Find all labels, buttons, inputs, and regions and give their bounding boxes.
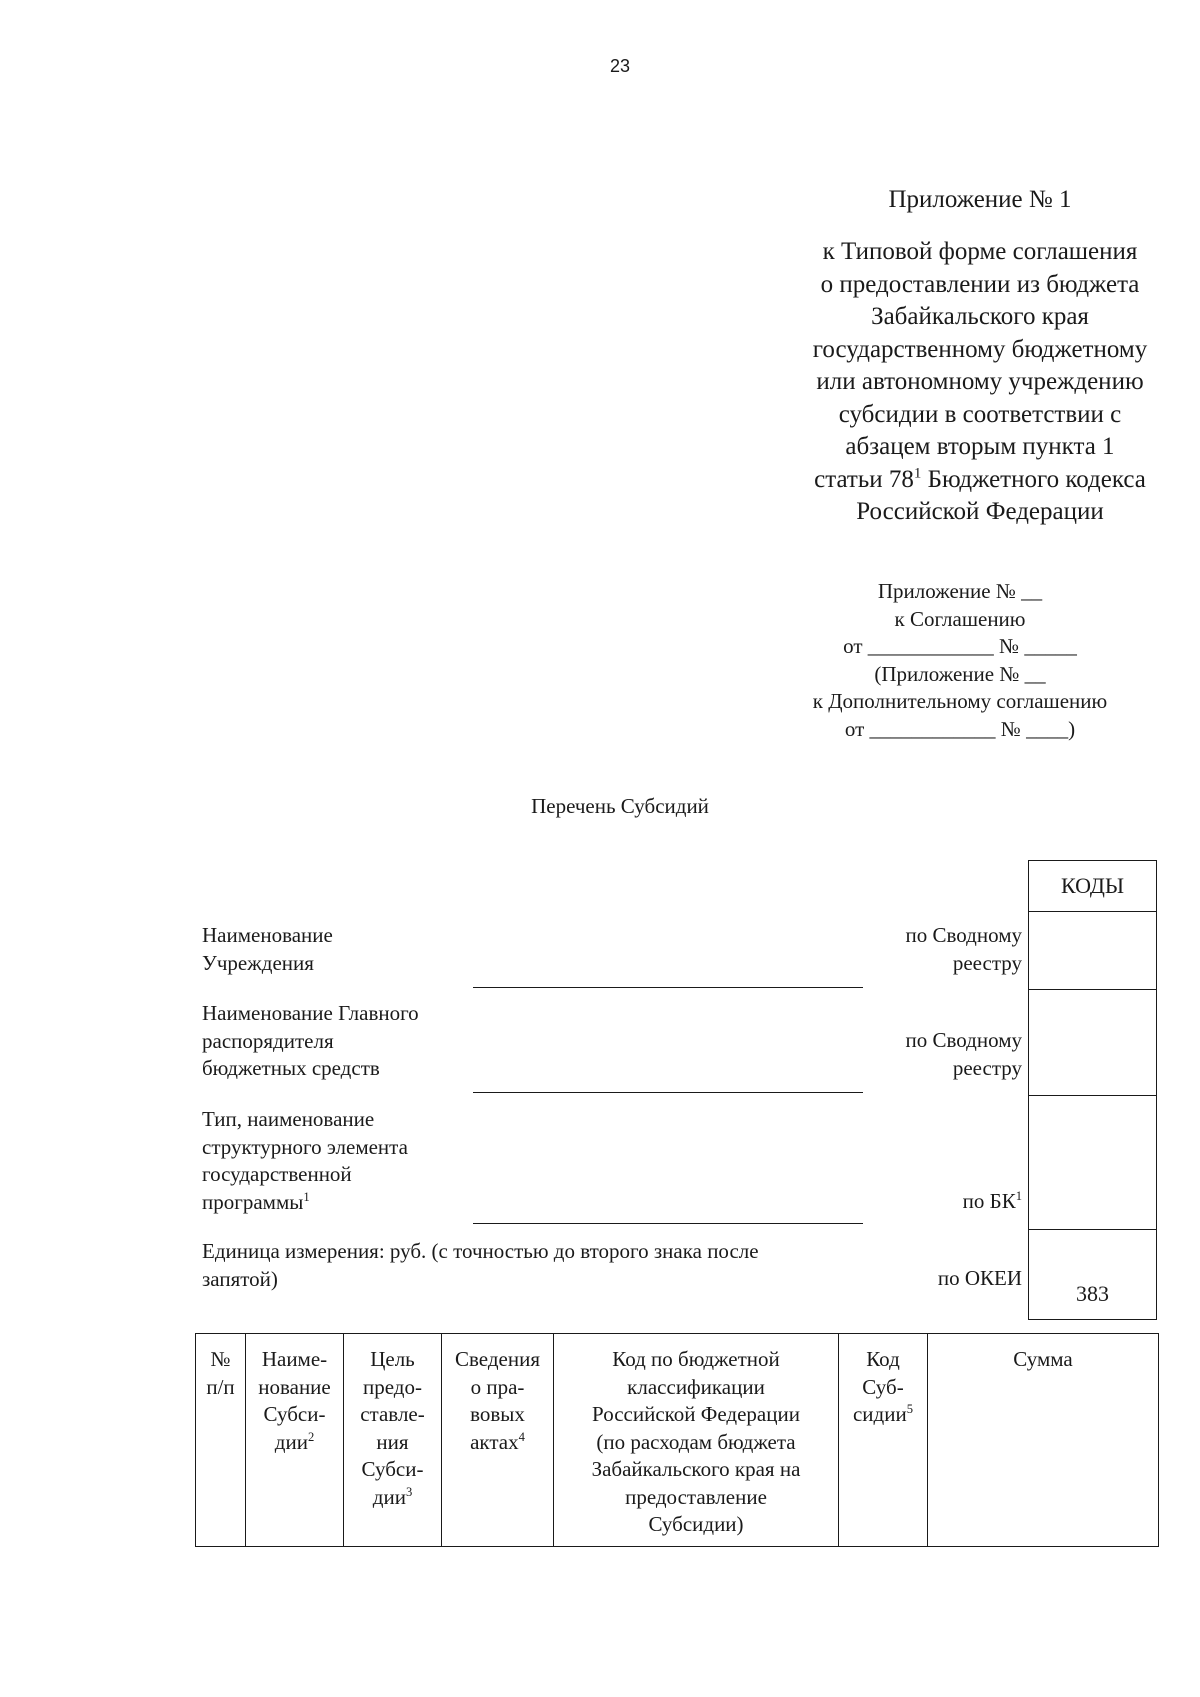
column-header-line xyxy=(344,1401,441,1429)
column-header-line xyxy=(554,1511,838,1539)
column-header-line xyxy=(344,1346,441,1374)
register2-label-line: реестру xyxy=(952,1055,1022,1080)
institution-code-cell[interactable] xyxy=(1029,912,1157,990)
codes-table xyxy=(1028,860,1157,1320)
column-header-text: предо- xyxy=(363,1374,422,1399)
column-header-text: ния xyxy=(376,1429,409,1454)
column-footnote-mark: 3 xyxy=(405,1484,413,1499)
article-superscript: 1 xyxy=(913,465,922,482)
column-header-text: № xyxy=(210,1347,231,1371)
appendix-article-line xyxy=(700,464,1200,497)
agreement-line: (Приложение № __ xyxy=(874,661,1046,686)
agreement-line: Приложение № __ xyxy=(877,579,1043,603)
agreement-reference xyxy=(760,578,1160,743)
institution-label-line: Учреждения xyxy=(202,950,314,975)
bk-code-cell[interactable] xyxy=(1029,1096,1157,1230)
main-manager-name-field[interactable] xyxy=(473,1092,863,1093)
column-header-number xyxy=(196,1334,246,1547)
column-header-text: Цель xyxy=(370,1347,415,1371)
program-label-line: Тип, наименование xyxy=(202,1107,375,1131)
column-header-text: вовых xyxy=(470,1402,525,1426)
column-header-line xyxy=(246,1346,343,1374)
agreement-line: от ____________ № _____ xyxy=(843,634,1077,658)
column-header-text: дии xyxy=(274,1429,308,1454)
column-header-line xyxy=(344,1484,441,1512)
appendix-line: о предоставлении из бюджета xyxy=(820,270,1140,298)
okei-label: по ОКЕИ xyxy=(937,1266,1022,1290)
agreement-line: к Соглашению xyxy=(894,606,1026,631)
column-header-text: Суб- xyxy=(862,1374,904,1399)
appendix-line: или автономному учреждению xyxy=(816,368,1144,395)
column-header-text: (по расходам бюджета xyxy=(596,1429,796,1454)
unit-label-line: запятой) xyxy=(202,1266,278,1291)
column-header-line xyxy=(344,1456,441,1484)
column-footnote-mark: 2 xyxy=(307,1429,315,1444)
column-header-text: о пра- xyxy=(470,1374,525,1399)
register-label-line: реестру xyxy=(952,950,1022,975)
bk-footnote-mark: 1 xyxy=(1015,1189,1022,1203)
column-header-line xyxy=(344,1429,441,1457)
column-footnote-mark: 4 xyxy=(518,1429,525,1444)
agreement-line: от ____________ № ____) xyxy=(844,716,1076,741)
column-header-line xyxy=(442,1346,553,1374)
column-header-line xyxy=(246,1401,343,1429)
column-header-line xyxy=(196,1374,245,1402)
institution-label-line: Наименование xyxy=(202,923,333,947)
column-header-text: Код по бюджетной xyxy=(612,1347,780,1371)
column-header-line xyxy=(839,1401,927,1429)
column-header-line xyxy=(839,1374,927,1402)
program-name-field[interactable] xyxy=(473,1223,863,1224)
appendix-line: государственному бюджетному xyxy=(812,335,1148,363)
appendix-line: абзацем вторым пункта 1 xyxy=(845,433,1115,460)
column-header-text: нование xyxy=(258,1374,331,1399)
column-header-text: Субси- xyxy=(361,1457,424,1481)
register-label xyxy=(850,922,1022,977)
column-header-text: Сумма xyxy=(1013,1347,1073,1371)
column-header-legal-acts xyxy=(442,1334,554,1547)
column-header-line xyxy=(554,1374,838,1402)
column-header-line xyxy=(442,1429,553,1457)
column-footnote-mark: 5 xyxy=(906,1402,914,1416)
program-footnote-mark: 1 xyxy=(303,1189,310,1204)
unit-label-line: Единица измерения: руб. (с точностью до второго знака после xyxy=(202,1239,759,1263)
column-header-line xyxy=(196,1346,245,1374)
institution-name-field[interactable] xyxy=(473,987,863,988)
column-header-line xyxy=(839,1346,927,1374)
column-header-subsidy-code xyxy=(839,1334,928,1547)
program-label-line: государственной xyxy=(202,1162,352,1186)
column-header-line xyxy=(442,1374,553,1402)
okei-code-cell: 383 xyxy=(1029,1230,1157,1320)
program-label-text: программы xyxy=(202,1189,304,1214)
institution-label xyxy=(202,922,333,977)
main-manager-code-cell[interactable] xyxy=(1029,990,1157,1096)
column-header-text: предоставление xyxy=(625,1484,767,1509)
bk-label xyxy=(850,1188,1022,1216)
codes-header: КОДЫ xyxy=(1029,861,1157,912)
column-header-subsidy-name xyxy=(246,1334,344,1547)
column-header-line xyxy=(928,1346,1158,1374)
register2-label xyxy=(850,1027,1022,1082)
program-label xyxy=(202,1106,408,1216)
column-header-line xyxy=(554,1401,838,1429)
column-header-budget-code xyxy=(554,1334,839,1547)
column-header-line xyxy=(554,1456,838,1484)
main-manager-label-line: Наименование Главного xyxy=(202,1001,419,1025)
main-manager-label-line: бюджетных средств xyxy=(202,1056,380,1080)
column-header-text: ставле- xyxy=(360,1402,425,1426)
column-header-text: классификации xyxy=(627,1374,765,1399)
main-manager-label xyxy=(202,1000,419,1083)
column-header-line xyxy=(246,1429,343,1457)
program-label-line xyxy=(202,1189,408,1217)
column-header-text: Код xyxy=(866,1347,900,1371)
table-header-row xyxy=(196,1334,1159,1547)
column-header-text: Забайкальского края на xyxy=(591,1457,801,1481)
column-header-text: актах xyxy=(470,1429,519,1454)
main-manager-label-line: распорядителя xyxy=(202,1028,334,1053)
column-header-text: сидии xyxy=(852,1402,907,1426)
column-header-text: Сведения xyxy=(455,1347,540,1371)
appendix-line: Забайкальского края xyxy=(871,303,1089,330)
bk-label-text: по БК xyxy=(962,1189,1016,1213)
column-header-subsidy-purpose xyxy=(344,1334,442,1547)
column-header-text: дии xyxy=(372,1484,406,1509)
program-label-line: структурного элемента xyxy=(202,1134,408,1159)
column-header-line xyxy=(442,1401,553,1429)
article-prefix: статьи 78 xyxy=(814,465,914,493)
column-header-line xyxy=(554,1346,838,1374)
column-header-line xyxy=(246,1374,343,1402)
unit-label xyxy=(202,1238,759,1293)
column-header-line xyxy=(344,1374,441,1402)
page-number: 23 xyxy=(609,56,631,76)
subsidies-table xyxy=(195,1333,1159,1547)
column-header-text: Российской Федерации xyxy=(592,1402,800,1426)
column-header-amount xyxy=(928,1334,1159,1547)
appendix-subtitle xyxy=(700,236,1200,529)
column-header-text: п/п xyxy=(206,1374,235,1399)
article-suffix: Бюджетного кодекса xyxy=(921,465,1146,493)
appendix-line: Российской Федерации xyxy=(856,498,1104,525)
appendix-line: субсидии в соответствии с xyxy=(838,400,1122,428)
appendix-line: к Типовой форме соглашения xyxy=(822,238,1138,265)
column-header-line xyxy=(554,1429,838,1457)
agreement-line: к Дополнительному соглашению xyxy=(812,689,1108,713)
column-header-text: Субсидии) xyxy=(648,1512,744,1536)
list-title: Перечень Субсидий xyxy=(531,794,709,818)
column-header-text: Субси- xyxy=(263,1402,326,1426)
register-label-line: по Сводному xyxy=(905,923,1022,947)
appendix-title: Приложение № 1 xyxy=(888,186,1072,213)
column-header-text: Наиме- xyxy=(261,1347,328,1371)
column-header-line xyxy=(554,1484,838,1512)
register2-label-line: по Сводному xyxy=(905,1028,1022,1052)
